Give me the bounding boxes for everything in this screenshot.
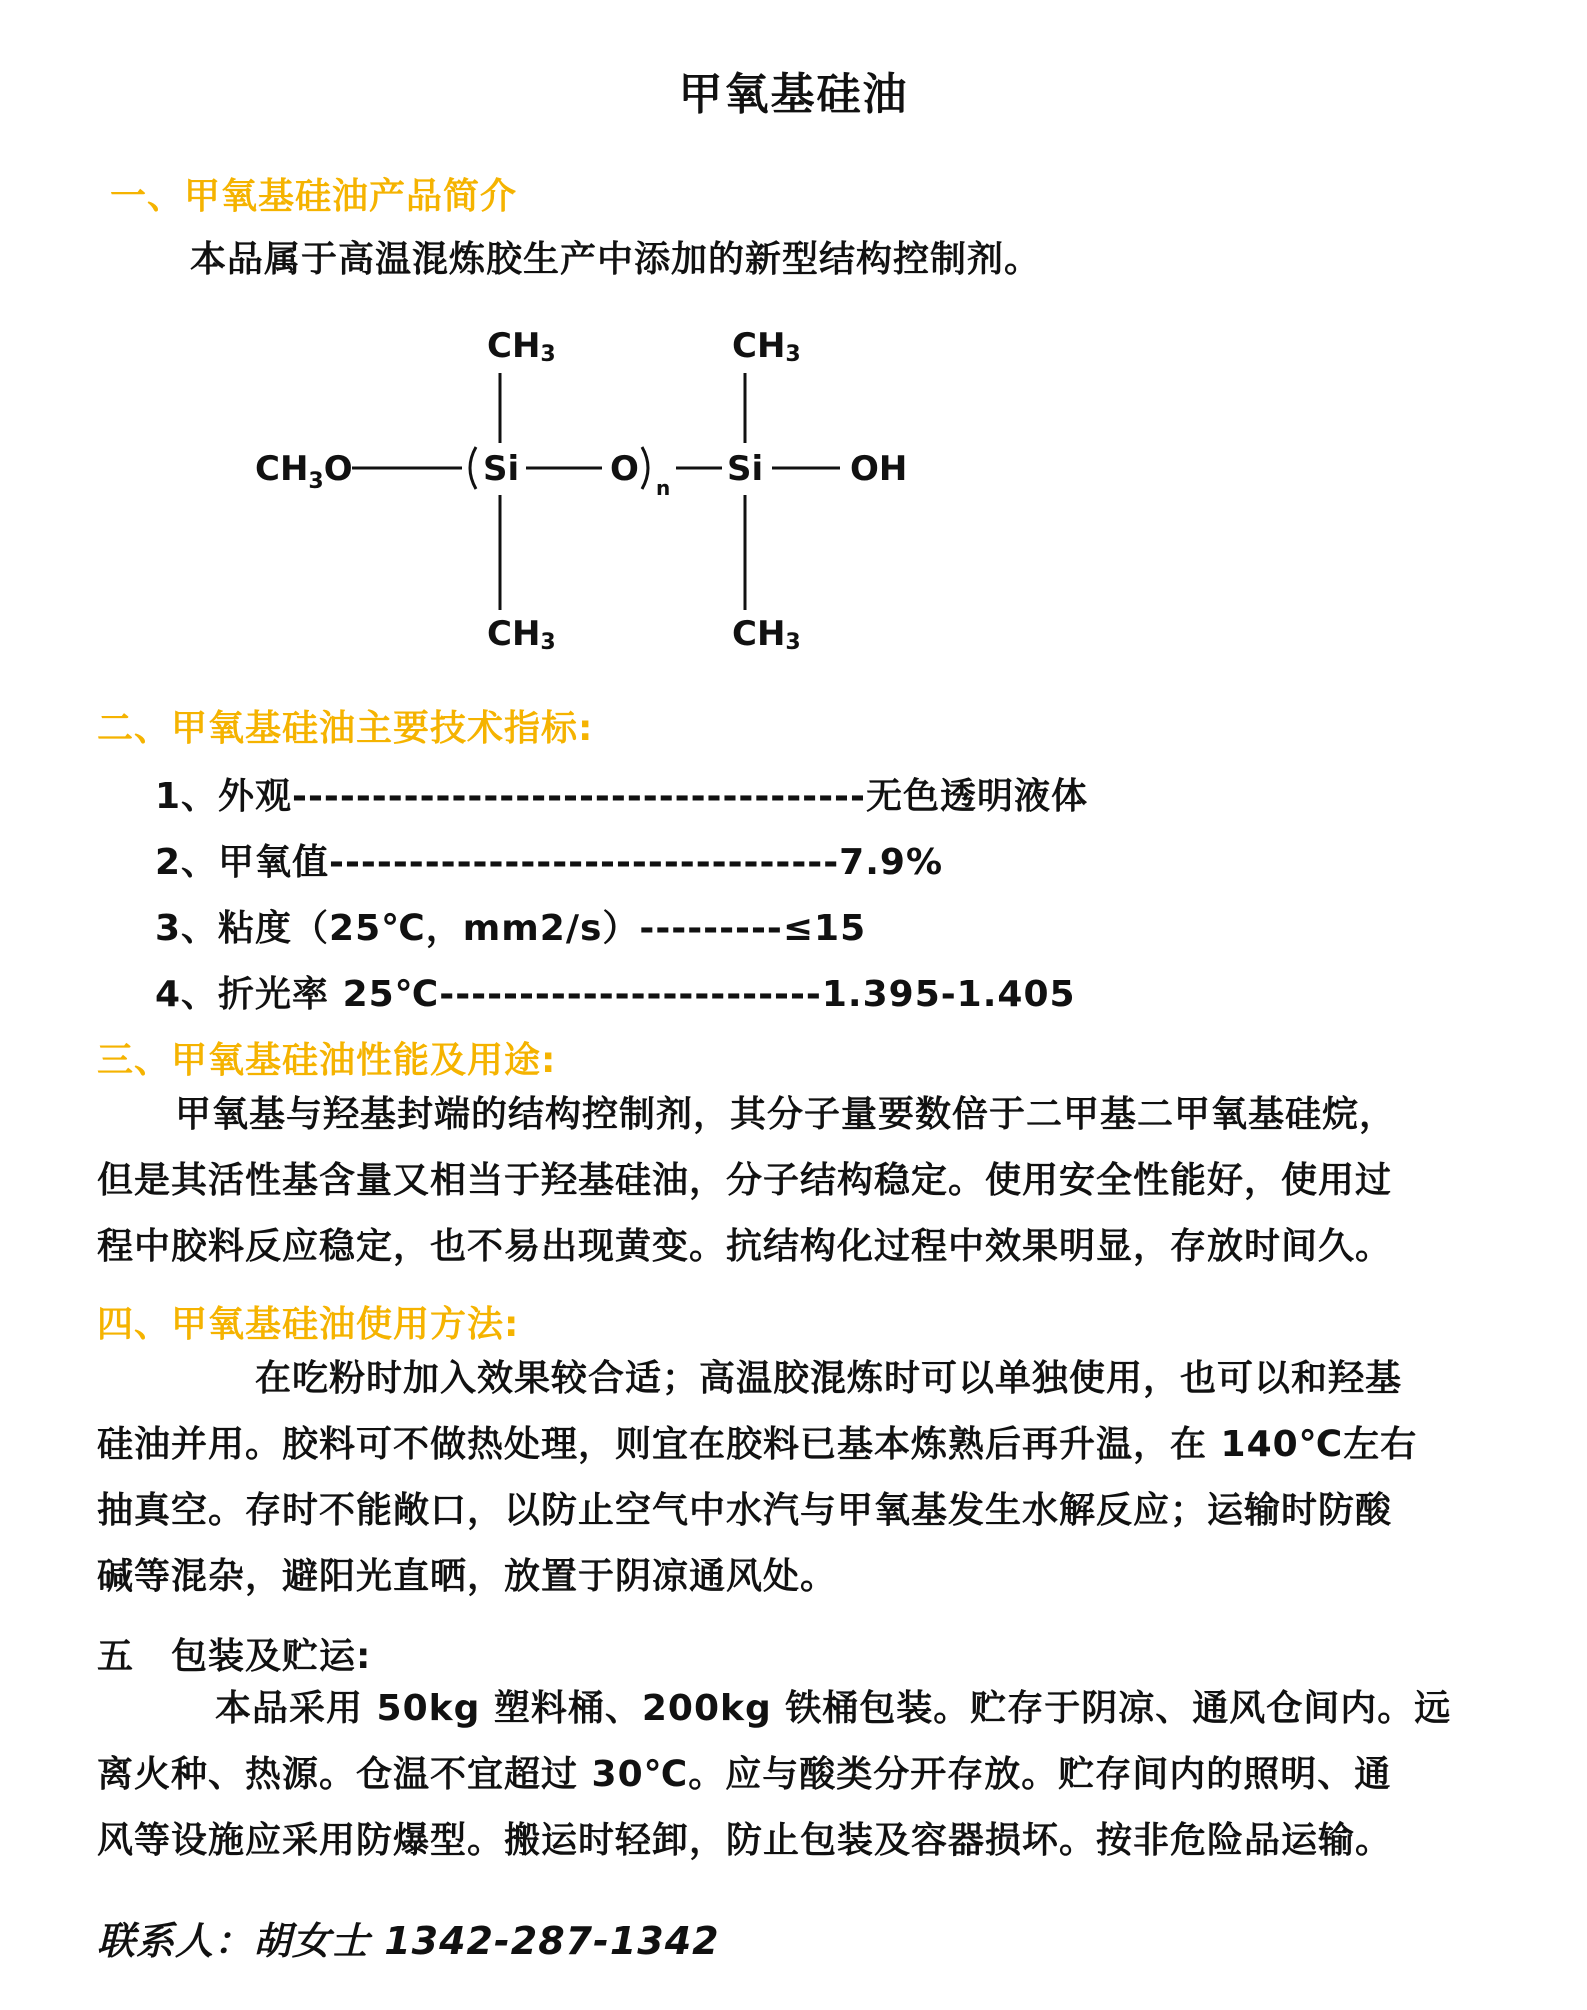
oh-group: OH	[850, 449, 908, 489]
repeat-paren-left	[470, 447, 476, 489]
ch3-bottom-right: CH3	[732, 614, 801, 655]
document-title: 甲氧基硅油	[678, 69, 909, 120]
subscript-n: n	[656, 476, 671, 500]
ch3-top-right: CH3	[732, 326, 801, 367]
si-right: Si	[727, 449, 764, 489]
ch3-bottom-left: CH3	[487, 614, 556, 655]
specs-heading: 二、甲氧基硅油主要技术指标:	[97, 708, 594, 749]
spec-item-refractive-index: 4、折光率 25℃------------------------1.395-1.405	[155, 974, 1076, 1015]
packaging-line-3: 风等设施应采用防爆型。搬运时轻卸，防止包装及容器损坏。按非危险品运输。	[97, 1820, 1393, 1861]
ch3-top-left: CH3	[487, 326, 556, 367]
o-middle: O	[610, 449, 639, 489]
spec-item-appearance: 1、外观------------------------------------无色透明液体	[155, 776, 1088, 817]
packaging-line-2: 离火种、热源。仓温不宜超过 30℃。应与酸类分开存放。贮存间内的照明、通	[97, 1754, 1392, 1795]
intro-heading: 一、甲氧基硅油产品简介	[110, 176, 518, 217]
performance-line-3: 程中胶料反应稳定，也不易出现黄变。抗结构化过程中效果明显，存放时间久。	[97, 1226, 1393, 1267]
usage-line-4: 碱等混杂，避阳光直晒，放置于阴凉通风处。	[97, 1556, 838, 1597]
chemical-structure-diagram	[240, 325, 940, 665]
repeat-paren-right	[642, 447, 648, 489]
packaging-line-1: 本品采用 50kg 塑料桶、200kg 铁桶包装。贮存于阴凉、通风仓间内。远	[215, 1688, 1452, 1729]
performance-heading: 三、甲氧基硅油性能及用途:	[97, 1040, 557, 1081]
spec-item-methoxy-value: 2、甲氧值--------------------------------7.9%	[155, 842, 944, 883]
performance-line-1: 甲氧基与羟基封端的结构控制剂，其分子量要数倍于二甲基二甲氧基硅烷，	[175, 1094, 1397, 1135]
spec-item-viscosity: 3、粘度（25℃，mm2/s）---------≤15	[155, 908, 867, 949]
si-left: Si	[483, 449, 520, 489]
usage-line-2: 硅油并用。胶料可不做热处理，则宜在胶料已基本炼熟后再升温，在 140℃左右	[97, 1424, 1418, 1465]
usage-line-1: 在吃粉时加入效果较合适；高温胶混炼时可以单独使用，也可以和羟基	[255, 1358, 1403, 1399]
contact-info: 联系人：胡女士 1342-287-1342	[97, 1919, 720, 1963]
usage-heading: 四、甲氧基硅油使用方法:	[97, 1304, 520, 1345]
usage-line-3: 抽真空。存时不能敞口，以防止空气中水汽与甲氧基发生水解反应；运输时防酸	[97, 1490, 1393, 1531]
packaging-heading: 五 包装及贮运:	[97, 1636, 372, 1677]
ch3o-group: $CH_3O$	[255, 449, 353, 494]
performance-line-2: 但是其活性基含量又相当于羟基硅油，分子结构稳定。使用安全性能好，使用过	[97, 1160, 1393, 1201]
intro-text: 本品属于高温混炼胶生产中添加的新型结构控制剂。	[190, 239, 1042, 280]
